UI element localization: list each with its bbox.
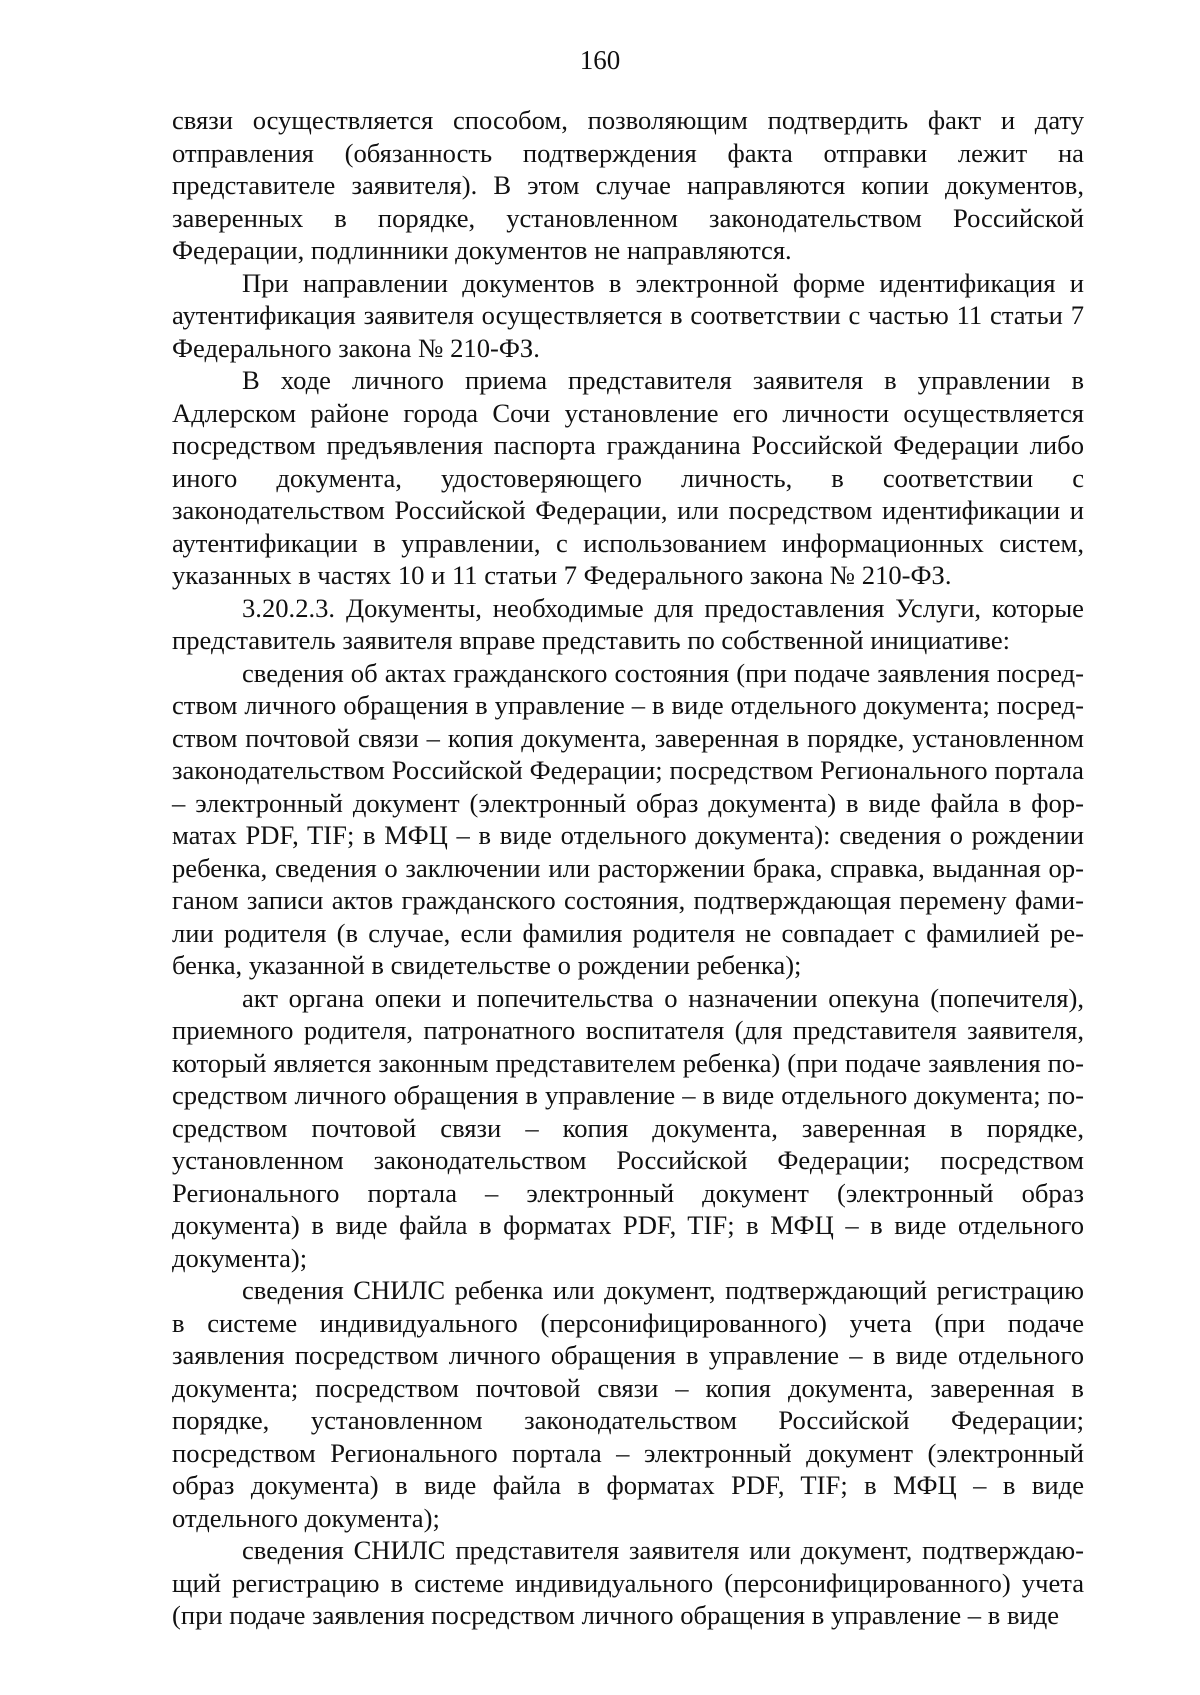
paragraph-civil-status-records: сведения об актах гражданского состояния (при подаче заявления посредством личного обращения в управление – в виде отдельного документа; посредством почтовой связи – копия документа, заверенная в порядке, установленном законодательством Российской Федерации; посредством Регионального портала – электронный документ (электронный образ документа) в виде файла в форматах PDF, TIF; в МФЦ – в виде отдельного документа): сведения о рождении ребенка, сведения о заключении или расторжении брака, справка, выданная органом записи актов гражданского состояния, подтверждающая перемену фамилии родителя (в случае, если фамилия родителя не совпадает с фамилией ребенка, указанной в свидетельстве о рождении ребенка);: [172, 657, 1084, 980]
paragraph-electronic-identification: При направлении документов в электронной форме идентификация и аутентификация заявителя осуществляется в соответствии с частью 11 статьи 7 Федерального закона № 210-ФЗ.: [172, 267, 1084, 363]
paragraph-personal-reception: В ходе личного приема представителя заявителя в управлении в Адлерском районе города Сочи установление его личности осуществляется посредством предъявления паспорта гражданина Российской Федерации либо иного документа, удостоверяющего личность, в соответствии с законодательством Российской Федерации, или посредством идентификации и аутентификации в управлении, с использованием информационных систем, указанных в частях 10 и 11 статьи 7 Федерального закона № 210-ФЗ.: [172, 365, 1084, 590]
page-number: 160: [579, 45, 621, 75]
paragraph-section-3-20-2-3: 3.20.2.3. Документы, необходимые для предоставления Услуги, которые представитель заявителя вправе представить по собственной инициативе:: [172, 592, 1084, 655]
paragraph-guardianship-act: акт органа опеки и попечительства о назначении опекуна (попечителя), приемного родителя, патронатного воспитателя (для представителя заявителя, который является законным представителем ребенка) (при подаче заявления посредством личного обращения в управление – в виде отдельного документа; посредством почтовой связи – копия документа, заверенная в порядке, установленном законодательством Российской Федерации; посредством Регионального портала – электронный документ (электронный образ документа) в виде файла в форматах PDF, TIF; в МФЦ – в виде отдельного документа);: [172, 982, 1084, 1273]
paragraph-child-snils: сведения СНИЛС ребенка или документ, подтверждающий регистрацию в системе индивидуального (персонифицированного) учета (при подаче заявления посредством личного обращения в управление – в виде отдельного документа; посредством почтовой связи – копия документа, заверенная в порядке, установленном законодательством Российской Федерации; посредством Регионального портала – электронный документ (электронный образ документа) в виде файла в форматах PDF, TIF; в МФЦ – в виде отдельного документа);: [172, 1275, 1084, 1533]
paragraph-mail-submission: связи осуществляется способом, позволяющим подтвердить факт и дату отправления (обязанность подтверждения факта отправки лежит на представителе заявителя). В этом случае направляются копии документов, заверенных в порядке, установленном законодательством Российской Федерации, подлинники документов не направляются.: [172, 105, 1084, 265]
page-body: [172, 104, 1084, 1632]
paragraph-representative-snils: сведения СНИЛС представителя заявителя или документ, подтверждающий регистрацию в системе индивидуального (персонифицированного) учета (при подаче заявления посредством личного обращения в управление – в виде: [172, 1535, 1084, 1630]
